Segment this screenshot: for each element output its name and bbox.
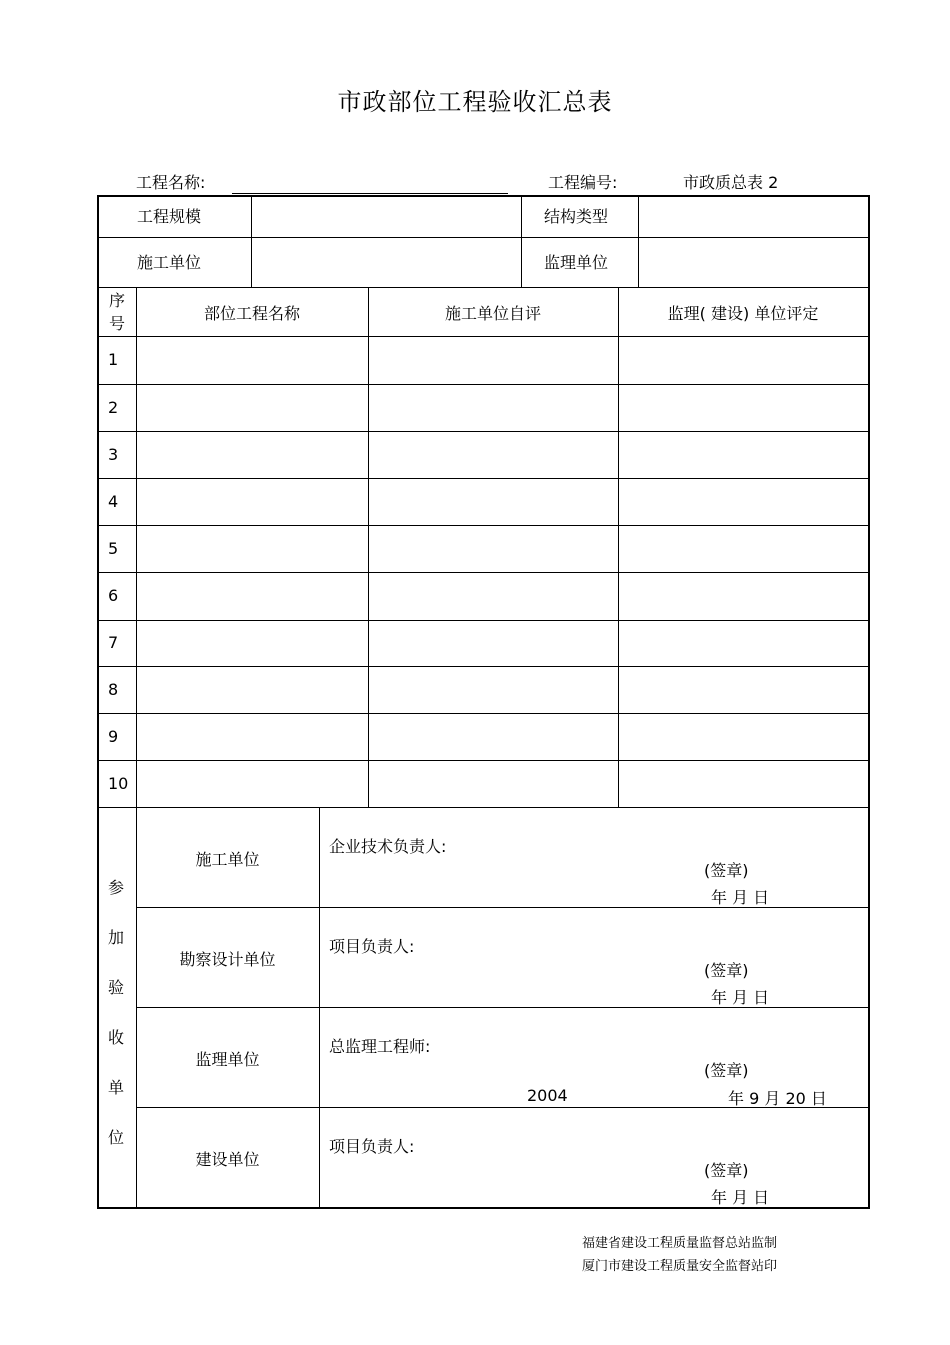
document-title: 市政部位工程验收汇总表 <box>337 88 613 116</box>
row-number: 9 <box>108 727 119 746</box>
footer-line2: 厦门市建设工程质量安全监督站印 <box>582 1259 778 1274</box>
project-name-label: 工程名称: <box>136 173 206 192</box>
grid-line-horizontal <box>97 431 870 432</box>
grid-line-horizontal <box>97 384 870 385</box>
side-label-char: 位 <box>108 1128 125 1147</box>
footer-line1: 福建省建设工程质量监督总站监制 <box>582 1236 778 1251</box>
row-number: 5 <box>108 539 119 558</box>
column-header-name: 部位工程名称 <box>203 304 300 323</box>
seal-label: (签章) <box>704 861 749 880</box>
side-label-char: 验 <box>108 978 125 997</box>
responsible-person-label[interactable]: 总监理工程师: <box>329 1037 431 1056</box>
row-number: 6 <box>108 586 119 605</box>
sign-year: 2004 <box>527 1086 568 1105</box>
responsible-person-label[interactable]: 项目负责人: <box>329 937 415 956</box>
grid-line-vertical <box>868 195 870 1209</box>
column-header-no: 序 号 <box>108 291 125 333</box>
grid-line-vertical <box>136 287 137 808</box>
row-number: 10 <box>108 774 129 793</box>
unit-name: 监理单位 <box>195 1050 260 1069</box>
grid-line-vertical <box>97 195 99 1209</box>
row-number: 7 <box>108 633 119 652</box>
responsible-person-label[interactable]: 项目负责人: <box>329 1137 415 1156</box>
grid-line-vertical <box>618 287 619 808</box>
sign-date: 年 月 日 <box>711 888 770 907</box>
row-number: 4 <box>108 492 119 511</box>
side-label-char: 参 <box>108 878 125 897</box>
side-label-char: 加 <box>108 928 125 947</box>
unit-name: 建设单位 <box>195 1150 260 1169</box>
supervisor-label: 监理单位 <box>544 253 609 272</box>
grid-line-horizontal <box>97 713 870 714</box>
grid-line-horizontal <box>97 807 870 808</box>
grid-line-vertical <box>521 195 522 288</box>
grid-line-horizontal <box>97 620 870 621</box>
grid-line-horizontal <box>97 572 870 573</box>
sign-date: 年 月 日 <box>711 988 770 1007</box>
grid-line-horizontal <box>97 760 870 761</box>
sign-date: 年 月 日 <box>711 1188 770 1207</box>
grid-line-horizontal <box>97 237 870 238</box>
grid-line-horizontal <box>97 525 870 526</box>
structure-label: 结构类型 <box>544 207 609 226</box>
row-number: 1 <box>108 350 119 369</box>
seal-label: (签章) <box>704 1161 749 1180</box>
grid-line-horizontal <box>97 336 870 337</box>
row-number: 2 <box>108 398 119 417</box>
project-code-value: 市政质总表 2 <box>683 173 779 192</box>
row-number: 3 <box>108 445 119 464</box>
responsible-person-label[interactable]: 企业技术负责人: <box>329 837 447 856</box>
column-header-supervisor-evaluation: 监理( 建设) 单位评定 <box>667 304 819 323</box>
column-header-self-evaluation: 施工单位自评 <box>444 304 541 323</box>
unit-name: 勘察设计单位 <box>179 950 276 969</box>
grid-line-vertical <box>251 195 252 288</box>
grid-line-vertical <box>319 807 320 1209</box>
grid-line-horizontal <box>97 666 870 667</box>
grid-line-vertical <box>368 287 369 808</box>
project-name-underline <box>232 193 508 194</box>
seal-label: (签章) <box>704 1061 749 1080</box>
seal-label: (签章) <box>704 961 749 980</box>
row-number: 8 <box>108 680 119 699</box>
grid-line-horizontal <box>97 287 870 288</box>
grid-line-vertical <box>638 195 639 288</box>
project-code-label: 工程编号: <box>548 173 618 192</box>
sign-date: 年 9 月 20 日 <box>728 1089 827 1108</box>
builder-label: 施工单位 <box>137 253 202 272</box>
side-label-char: 单 <box>108 1078 125 1097</box>
unit-name: 施工单位 <box>195 850 260 869</box>
scale-label: 工程规模 <box>137 207 202 226</box>
grid-line-horizontal <box>97 195 870 197</box>
side-label-char: 收 <box>108 1028 125 1047</box>
grid-line-horizontal <box>97 478 870 479</box>
